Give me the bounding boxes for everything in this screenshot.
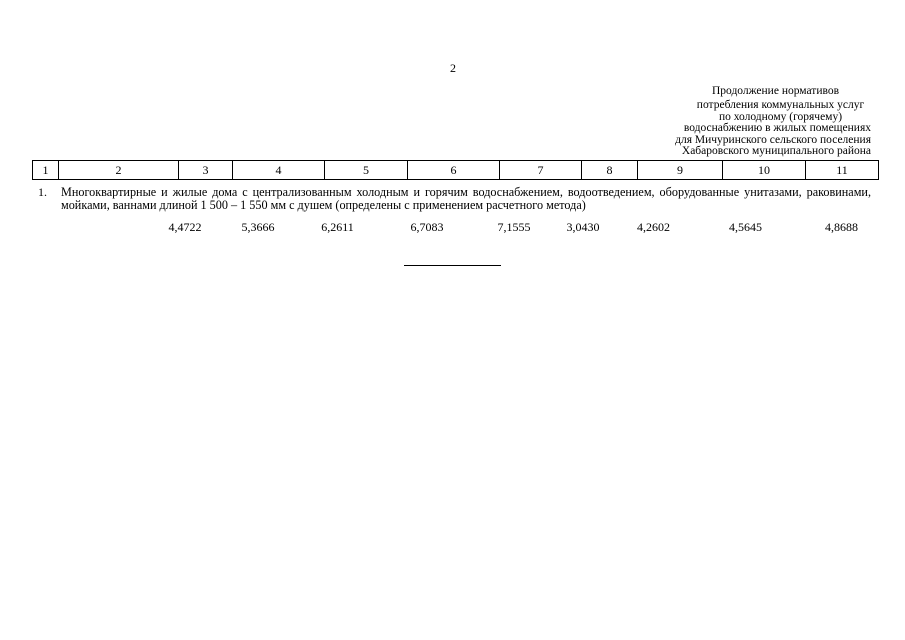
column-number-cell: 10 [723, 161, 806, 180]
value-cell-col3: 4,4722 [168, 220, 202, 234]
end-separator-line [404, 265, 501, 266]
value-cell-col9: 4,2602 [637, 220, 670, 234]
value-cell-col5: 6,2611 [321, 220, 354, 234]
heading-line: Продолжение нормативов [711, 85, 840, 97]
continuation-heading [620, 86, 871, 157]
row-number: 1. [38, 185, 47, 199]
value-cell-col10: 4,5645 [729, 220, 762, 234]
value-cell-col4: 5,3666 [241, 220, 275, 234]
column-number-header [32, 160, 879, 180]
value-cell-col8: 3,0430 [566, 220, 600, 234]
column-number-cell: 11 [806, 161, 879, 180]
column-number-cell: 9 [638, 161, 723, 180]
heading-line: потребления коммунальных услуг [696, 99, 865, 112]
heading-line: Хабаровского муниципального района [681, 145, 871, 158]
value-cell-col7: 7,1555 [497, 220, 531, 234]
column-number-cell: 7 [500, 161, 582, 180]
heading-line: для Мичуринского сельского поселения [675, 133, 871, 146]
column-number-cell: 4 [233, 161, 325, 180]
value-cell-col6: 6,7083 [410, 220, 444, 234]
column-number-cell: 5 [325, 161, 408, 180]
values-row [32, 220, 878, 234]
value-cell-col11: 4,8688 [825, 220, 858, 234]
column-number-cell: 1 [33, 161, 59, 180]
column-number-cell: 6 [408, 161, 500, 180]
heading-line: по холодному (горячему) [718, 110, 843, 123]
column-number-cell: 3 [179, 161, 233, 180]
column-number-cell: 2 [59, 161, 179, 180]
row-description: Многоквартирные и жилые дома с централизованным холодным и горячим водоснабжением, водоотведением, оборудованные унитазами, раковинами, мойками, ваннами длиной 1 500 – 1 550 мм с душем (определены с применением расчетного метода) [61, 185, 871, 212]
page-number: 2 [450, 61, 456, 75]
column-number-cell: 8 [582, 161, 638, 180]
heading-line: водоснабжению в жилых помещениях [683, 122, 871, 135]
